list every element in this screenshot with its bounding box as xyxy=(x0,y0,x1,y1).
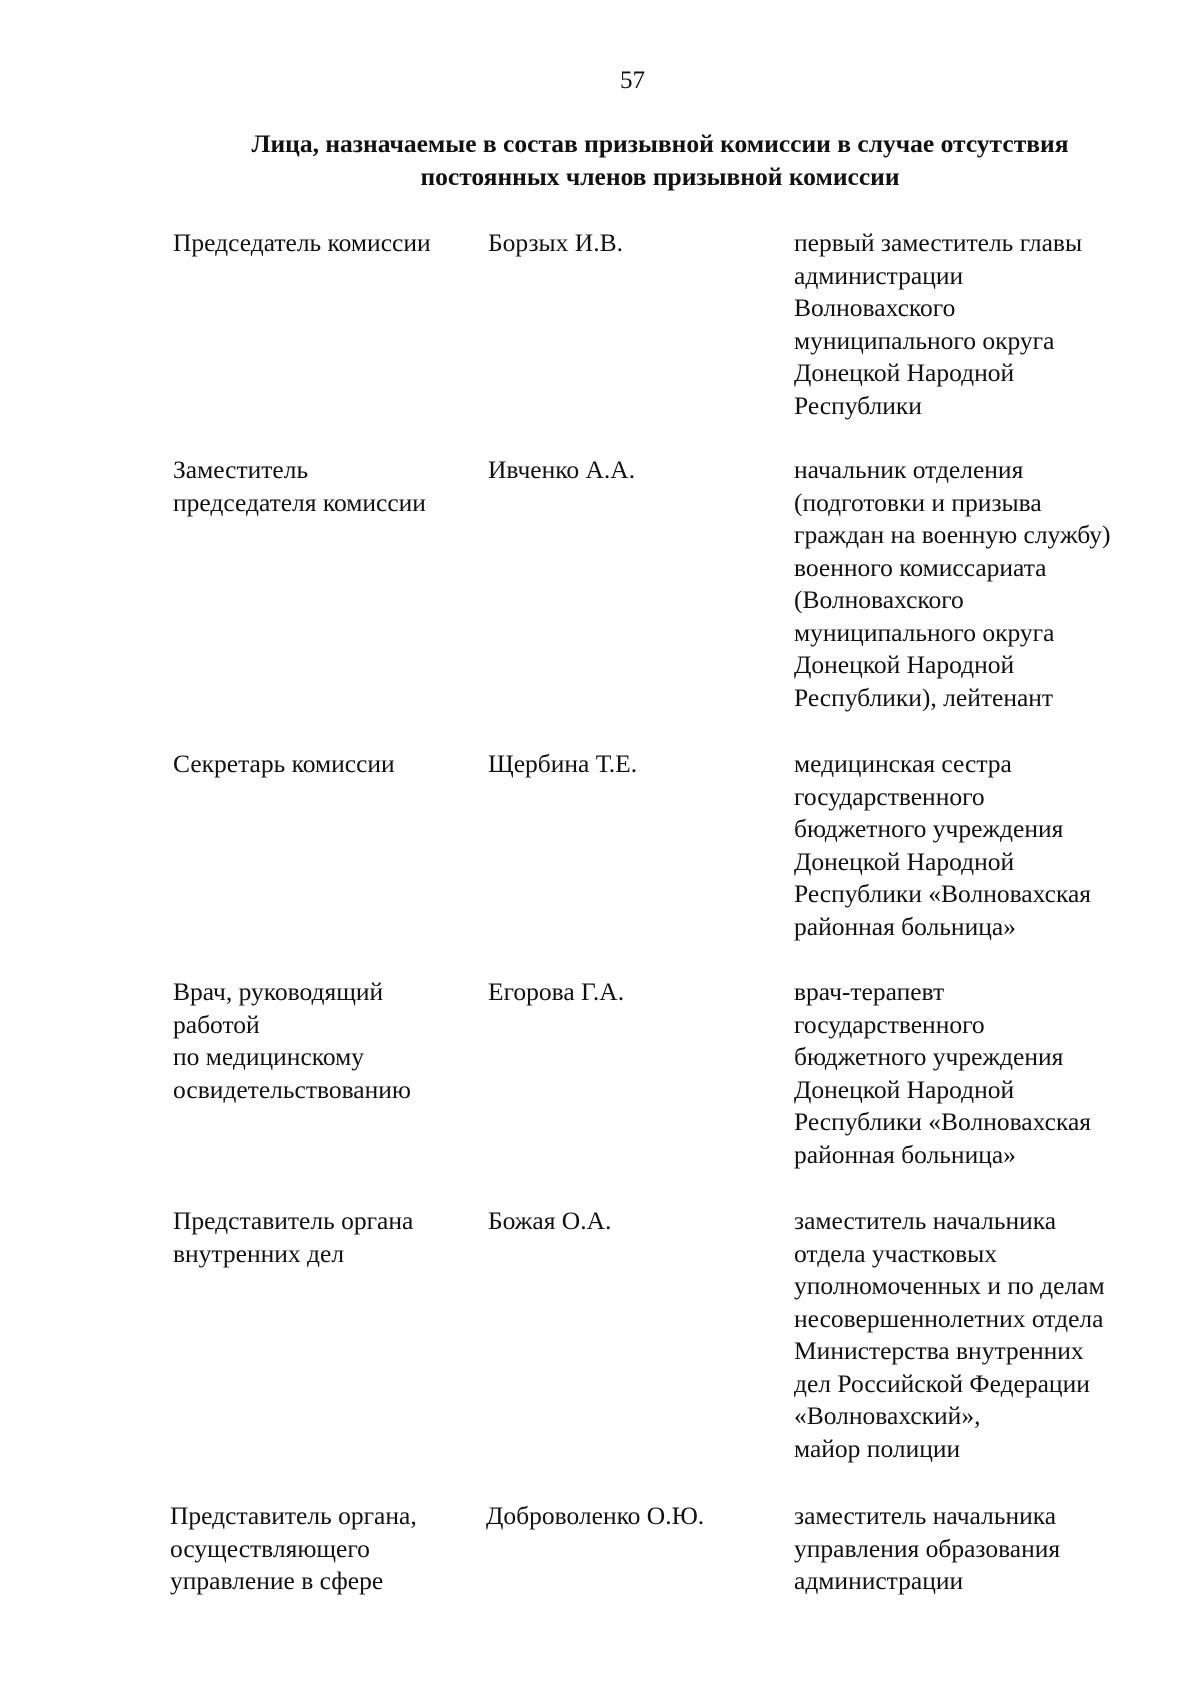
position-line: военного комиссариата xyxy=(794,552,1047,582)
role-line: Секретарь комиссии xyxy=(173,749,395,778)
position-line: Республики «Волновахская xyxy=(794,879,1091,908)
position-line: Министерства внутренних xyxy=(794,1336,1084,1365)
role-line: внутренних дел xyxy=(173,1238,345,1268)
position-line: государственного xyxy=(794,781,985,811)
position-line: медицинская сестра xyxy=(794,749,1012,778)
position-line: первый заместитель главы xyxy=(794,228,1083,257)
position-line: Донецкой Народной xyxy=(794,650,1015,679)
position-line: врач-терапевт xyxy=(794,977,945,1006)
position-line: (Волновахского xyxy=(794,585,964,614)
member-position xyxy=(794,454,1174,714)
member-name: Щербина Т.Е. xyxy=(488,749,638,778)
role-line: председателя комиссии xyxy=(173,487,426,517)
member-name: Доброволенко О.Ю. xyxy=(486,1501,705,1530)
position-line: Донецкой Народной xyxy=(794,1074,1015,1104)
position-line: несовершеннолетних отдела xyxy=(794,1303,1104,1333)
member-name: Божая О.А. xyxy=(488,1206,612,1235)
position-line: начальник отделения xyxy=(794,455,1024,484)
position-line: муниципального округа xyxy=(794,617,1055,647)
member-role xyxy=(173,227,463,260)
role-line: управление в сфере xyxy=(170,1566,384,1595)
role-line: Представитель органа xyxy=(173,1206,414,1235)
position-line: уполномоченных и по делам xyxy=(794,1271,1105,1300)
member-name: Борзых И.В. xyxy=(488,228,623,257)
position-line: заместитель начальника xyxy=(794,1206,1057,1235)
member-role xyxy=(170,1500,460,1598)
role-line: Врач, руководящий xyxy=(173,977,384,1006)
member-role xyxy=(173,976,463,1106)
position-line: граждан на военную службу) xyxy=(794,520,1111,549)
role-line: освидетельствованию xyxy=(173,1074,411,1104)
position-line: бюджетного учреждения xyxy=(794,1042,1064,1071)
member-position xyxy=(794,748,1174,943)
position-line: государственного xyxy=(794,1009,985,1039)
member-role xyxy=(173,748,463,781)
position-line: Республики xyxy=(794,390,922,420)
position-line: заместитель начальника xyxy=(794,1501,1057,1530)
position-line: отдела участковых xyxy=(794,1238,998,1268)
position-line: (подготовки и призыва xyxy=(794,487,1042,517)
member-position xyxy=(794,976,1174,1171)
role-line: Заместитель xyxy=(173,455,309,484)
title-line-2: постоянных членов призывной комиссии xyxy=(420,162,900,191)
role-line: Председатель комиссии xyxy=(173,228,431,257)
position-line: управления образования xyxy=(794,1533,1061,1563)
position-line: администрации xyxy=(794,1566,964,1595)
position-line: майор полиции xyxy=(794,1433,961,1463)
role-line: Представитель органа, xyxy=(170,1501,417,1530)
position-line: Донецкой Народной xyxy=(794,358,1015,387)
position-line: муниципального округа xyxy=(794,325,1055,355)
position-line: бюджетного учреждения xyxy=(794,814,1064,843)
page-number: 57 xyxy=(620,67,645,94)
position-line: Донецкой Народной xyxy=(794,846,1015,876)
position-line: Волновахского xyxy=(794,293,956,322)
member-position xyxy=(794,1205,1174,1465)
member-role xyxy=(173,454,463,519)
member-name: Егорова Г.А. xyxy=(488,977,625,1006)
role-line: по медицинскому xyxy=(173,1042,365,1071)
position-line: «Волновахский», xyxy=(794,1401,981,1430)
member-position xyxy=(794,1500,1174,1598)
role-line: работой xyxy=(173,1009,260,1039)
position-line: администрации xyxy=(794,260,964,290)
position-line: дел Российской Федерации xyxy=(794,1368,1090,1398)
member-position xyxy=(794,227,1174,422)
document-title xyxy=(170,127,1150,193)
position-line: Республики «Волновахская xyxy=(794,1107,1091,1136)
role-line: осуществляющего xyxy=(170,1533,370,1563)
title-line-1: Лица, назначаемые в состав призывной комиссии в случае отсутствия xyxy=(251,129,1069,158)
member-role xyxy=(173,1205,463,1270)
position-line: Республики), лейтенант xyxy=(794,682,1054,712)
position-line: районная больница» xyxy=(794,1139,1016,1169)
position-line: районная больница» xyxy=(794,911,1016,941)
member-name: Ивченко А.А. xyxy=(488,455,636,484)
